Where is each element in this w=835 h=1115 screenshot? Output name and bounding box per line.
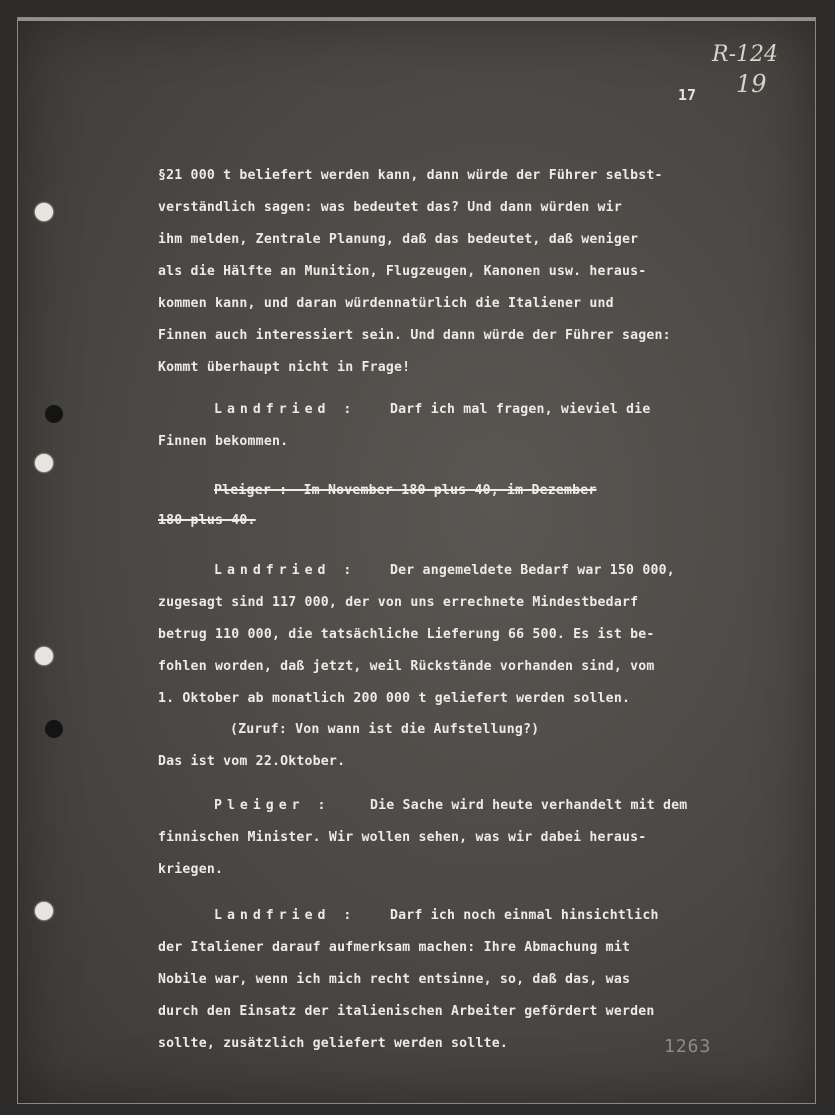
punch-hole-icon	[45, 405, 63, 423]
punch-hole-icon	[35, 647, 53, 665]
text-line: als die Hälfte an Munition, Flugzeugen, Kanonen usw. heraus-	[158, 264, 647, 279]
text-line: ihm melden, Zentrale Planung, daß das bedeutet, daß weniger	[158, 232, 639, 247]
text-line: kommen kann, und daran würdennatürlich die Italiener und	[158, 296, 614, 311]
archive-subnumber-handwritten: 19	[736, 70, 767, 98]
text-line: Finnen bekommen.	[158, 434, 289, 449]
text-line: Die Sache wird heute verhandelt mit dem	[370, 798, 688, 813]
struck-through-line: 180 plus 40.	[158, 513, 256, 528]
document-page	[18, 18, 815, 1103]
punch-hole-icon	[35, 454, 53, 472]
text-line: der Italiener darauf aufmerksam machen: Ihre Abmachung mit	[158, 940, 631, 955]
speaker-name: Pleiger :	[214, 798, 331, 813]
text-line: Darf ich mal fragen, wieviel die	[390, 402, 651, 417]
text-line: Finnen auch interessiert sein. Und dann würde der Führer sagen:	[158, 328, 671, 343]
punch-hole-icon	[45, 720, 63, 738]
speaker-name: Landfried :	[214, 563, 357, 578]
speaker-name: Landfried :	[214, 402, 357, 417]
interjection-line: (Zuruf: Von wann ist die Aufstellung?)	[230, 722, 540, 737]
text-line: verständlich sagen: was bedeutet das? Und dann würden wir	[158, 200, 622, 215]
text-line: fohlen worden, daß jetzt, weil Rückstände vorhanden sind, vom	[158, 659, 655, 674]
text-line: zugesagt sind 117 000, der von uns errechnete Mindestbedarf	[158, 595, 639, 610]
archive-stamp-number: 1263	[664, 1036, 712, 1057]
text-line: kriegen.	[158, 862, 224, 877]
speaker-name: Landfried :	[214, 908, 357, 923]
text-line: durch den Einsatz der italienischen Arbeiter gefördert werden	[158, 1004, 655, 1019]
text-line: sollte, zusätzlich geliefert werden sollte.	[158, 1036, 509, 1051]
page-number: 17	[678, 86, 697, 104]
struck-through-line: Pleiger : Im November 180 plus 40, im Dezember	[214, 483, 597, 498]
text-line: Nobile war, wenn ich mich recht entsinne, so, daß das, was	[158, 972, 631, 987]
text-line: finnischen Minister. Wir wollen sehen, was wir dabei heraus-	[158, 830, 647, 845]
text-line: Der angemeldete Bedarf war 150 000,	[390, 563, 675, 578]
text-line: betrug 110 000, die tatsächliche Lieferung 66 500. Es ist be-	[158, 627, 655, 642]
punch-hole-icon	[35, 203, 53, 221]
text-line: 1. Oktober ab monatlich 200 000 t geliefert werden sollen.	[158, 691, 631, 706]
text-line: Darf ich noch einmal hinsichtlich	[390, 908, 659, 923]
text-line: Das ist vom 22.Oktober.	[158, 754, 346, 769]
text-line: Kommt überhaupt nicht in Frage!	[158, 360, 411, 375]
archive-reference-handwritten: R-124	[712, 42, 778, 67]
text-line: §21 000 t beliefert werden kann, dann würde der Führer selbst-	[158, 168, 663, 183]
punch-hole-icon	[35, 902, 53, 920]
